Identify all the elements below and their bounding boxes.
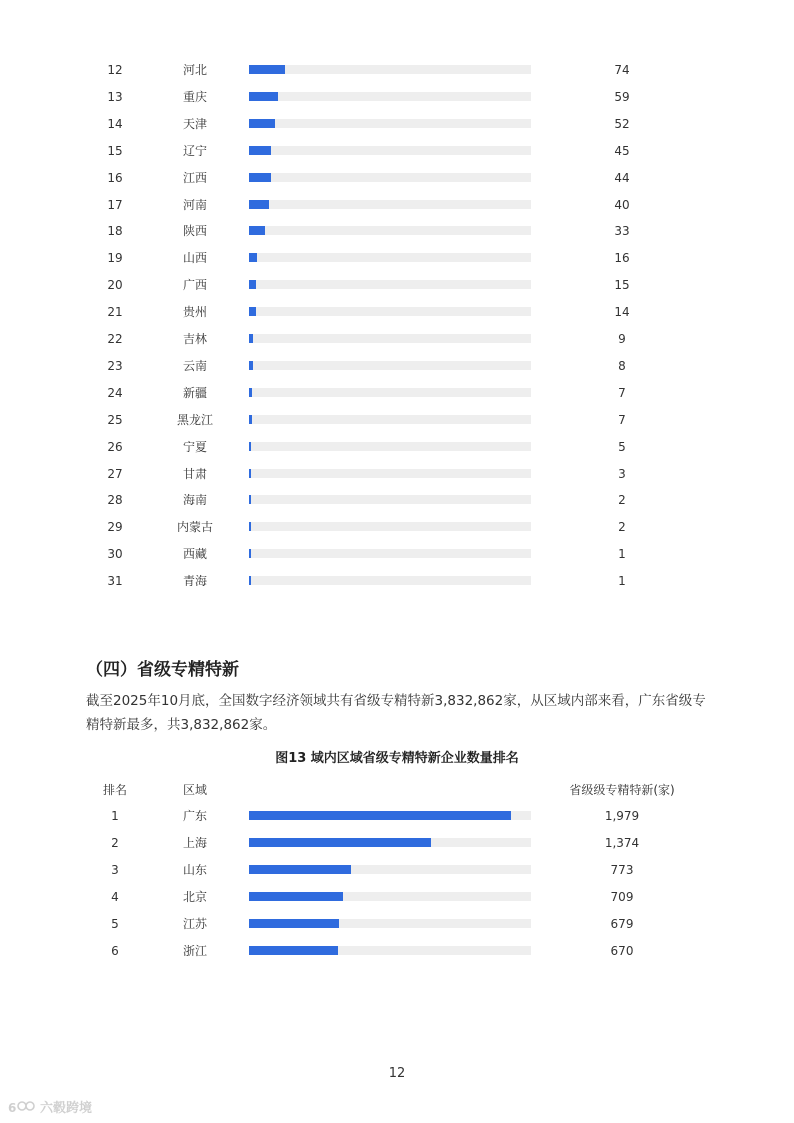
chart-row: [0, 941, 794, 961]
value-label: 773: [610, 863, 634, 877]
chart-row: [0, 410, 794, 430]
rank-label: 17: [107, 197, 123, 212]
section-title: （四）省级专精特新: [86, 660, 239, 680]
rank-label: 12: [107, 63, 123, 77]
bar-fill: [249, 388, 252, 397]
region-label: 云南: [182, 358, 207, 373]
bar-track: [249, 65, 531, 74]
region-label: 河北: [182, 63, 207, 77]
value-label: 52: [614, 116, 630, 131]
value-label: 33: [614, 224, 630, 239]
region-label: 江西: [182, 170, 207, 185]
watermark: [8, 1097, 92, 1116]
bar-track: [249, 92, 531, 101]
chart-row: [0, 221, 794, 241]
bar-fill: [249, 307, 256, 316]
bar-track: [249, 173, 531, 182]
bar-track: [249, 119, 531, 128]
value-label: 2: [618, 493, 626, 508]
bar-track: [249, 811, 531, 820]
bar-fill: [249, 549, 251, 558]
bar-fill: [249, 92, 278, 101]
rank-label: 5: [111, 917, 119, 931]
bar-track: [249, 919, 531, 928]
header-rank: 排名: [102, 783, 127, 797]
rank-label: 29: [107, 520, 123, 535]
bar-track: [249, 522, 531, 531]
value-label: 74: [614, 63, 630, 77]
bar-fill: [249, 576, 251, 585]
bar-track: [249, 415, 531, 424]
chart-row: [0, 383, 794, 403]
rank-label: 30: [107, 547, 123, 562]
chart-row: [0, 860, 794, 880]
value-label: 1,979: [604, 809, 640, 823]
bar-track: [249, 549, 531, 558]
chart-row: [0, 356, 794, 376]
bar-track: [249, 334, 531, 343]
bar-fill: [249, 200, 269, 209]
rank-label: 22: [107, 332, 123, 346]
bar-fill: [249, 495, 251, 504]
rank-label: 6: [111, 944, 119, 958]
brand-logo-icon: [8, 1098, 36, 1116]
value-label: 7: [618, 385, 626, 400]
region-label: 青海: [182, 574, 207, 589]
bar-fill: [249, 838, 431, 847]
chart-row: [0, 275, 794, 295]
region-label: 甘肃: [182, 466, 207, 481]
region-label: 北京: [182, 890, 207, 904]
bar-track: [249, 865, 531, 874]
rank-label: 1: [111, 809, 119, 823]
chart-row: [0, 544, 794, 564]
chart-row: [0, 141, 794, 161]
chart-row: [0, 914, 794, 934]
value-label: 15: [614, 278, 630, 293]
region-label: 贵州: [182, 305, 207, 320]
value-label: 8: [618, 358, 626, 373]
bar-fill: [249, 119, 275, 128]
bar-fill: [249, 811, 511, 820]
rank-label: 24: [107, 385, 123, 400]
bar-fill: [249, 865, 351, 874]
rank-label: 27: [107, 466, 123, 481]
region-label: 宁夏: [182, 439, 207, 454]
value-label: 9: [618, 332, 626, 346]
value-label: 670: [610, 944, 634, 958]
bar-fill: [249, 361, 253, 370]
value-label: 679: [610, 917, 634, 931]
chart-row: [0, 571, 794, 591]
region-label: 浙江: [182, 944, 207, 958]
bar-fill: [249, 415, 252, 424]
bar-fill: [249, 280, 256, 289]
region-label: 黑龙江: [176, 412, 213, 427]
region-label: 山西: [182, 251, 207, 266]
bar-fill: [249, 442, 251, 451]
chart-row: [0, 806, 794, 826]
bar-fill: [249, 919, 339, 928]
value-label: 2: [618, 520, 626, 535]
region-label: 广西: [182, 278, 207, 293]
region-label: 天津: [182, 116, 207, 131]
chart-row: [0, 87, 794, 107]
bar-track: [249, 576, 531, 585]
region-label: 江苏: [182, 917, 207, 931]
chart-row: [0, 833, 794, 853]
region-label: 海南: [182, 493, 207, 508]
value-label: 40: [614, 197, 630, 212]
rank-label: 20: [107, 278, 123, 293]
bar-track: [249, 361, 531, 370]
watermark-text: 六毂跨境: [40, 1101, 93, 1116]
rank-label: 16: [107, 170, 123, 185]
bar-track: [249, 495, 531, 504]
rank-label: 15: [107, 143, 123, 158]
rank-label: 19: [107, 251, 123, 266]
bar-track: [249, 253, 531, 262]
chart-row: [0, 248, 794, 268]
rank-label: 28: [107, 493, 123, 508]
bar-fill: [249, 146, 271, 155]
region-label: 陕西: [182, 224, 207, 239]
bar-fill: [249, 946, 338, 955]
rank-label: 31: [107, 574, 123, 589]
rank-label: 26: [107, 439, 123, 454]
rank-label: 13: [107, 89, 123, 104]
bar-track: [249, 146, 531, 155]
rank-label: 25: [107, 412, 123, 427]
chart-row: [0, 464, 794, 484]
header-value: 省级级专精特新(家): [569, 783, 675, 797]
bar-fill: [249, 469, 251, 478]
bar-fill: [249, 892, 343, 901]
bar-track: [249, 280, 531, 289]
chart-row: [0, 302, 794, 322]
bar-fill: [249, 522, 251, 531]
chart-row: [0, 887, 794, 907]
chart-row: [0, 329, 794, 349]
value-label: 14: [614, 305, 630, 320]
chart-row: [0, 437, 794, 457]
rank-label: 18: [107, 224, 123, 239]
region-label: 新疆: [182, 385, 207, 400]
region-label: 内蒙古: [176, 520, 213, 535]
bar-fill: [249, 65, 285, 74]
chart-row: [0, 517, 794, 537]
chart-row: [0, 60, 794, 80]
chart-row: [0, 168, 794, 188]
region-label: 山东: [182, 863, 207, 877]
region-label: 重庆: [182, 89, 207, 104]
bar-track: [249, 442, 531, 451]
bar-track: [249, 892, 531, 901]
bar-fill: [249, 226, 265, 235]
region-label: 吉林: [182, 332, 207, 346]
chart-row: [0, 114, 794, 134]
bar-fill: [249, 253, 257, 262]
region-label: 西藏: [182, 547, 207, 562]
header-region: 区域: [182, 783, 207, 797]
section-paragraph: 截至2025年10月底，全国数字经济领域共有省级专精特新3,832,862家，从区域内部来看，广东省级专精特新最多，共3,832,862家。: [86, 693, 706, 733]
chart-row: [0, 490, 794, 510]
value-label: 16: [614, 251, 630, 266]
value-label: 59: [614, 89, 630, 104]
value-label: 44: [614, 170, 630, 185]
svg-text:6: 6: [8, 1100, 17, 1115]
rank-label: 4: [111, 890, 119, 904]
figure-title: 图13 域内区域省级专精特新企业数量排名: [275, 751, 519, 766]
bar-fill: [249, 173, 271, 182]
region-label: 上海: [182, 836, 207, 850]
rank-label: 21: [107, 305, 123, 320]
bar-track: [249, 838, 531, 847]
bar-fill: [249, 334, 253, 343]
rank-label: 23: [107, 358, 123, 373]
value-label: 45: [614, 143, 630, 158]
region-label: 广东: [182, 809, 207, 823]
value-label: 7: [618, 412, 626, 427]
region-label: 河南: [182, 197, 207, 212]
region-label: 辽宁: [182, 143, 207, 158]
rank-label: 3: [111, 863, 119, 877]
bar-track: [249, 469, 531, 478]
bar-track: [249, 226, 531, 235]
value-label: 3: [618, 466, 626, 481]
bar-track: [249, 946, 531, 955]
bar-track: [249, 200, 531, 209]
value-label: 5: [618, 439, 626, 454]
value-label: 1,374: [604, 836, 640, 850]
page-number: 12: [388, 1066, 406, 1081]
value-label: 1: [618, 547, 626, 562]
value-label: 709: [610, 890, 634, 904]
bar-track: [249, 388, 531, 397]
rank-label: 2: [111, 836, 119, 850]
chart-row: [0, 195, 794, 215]
bar-track: [249, 307, 531, 316]
rank-label: 14: [107, 116, 123, 131]
value-label: 1: [618, 574, 626, 589]
